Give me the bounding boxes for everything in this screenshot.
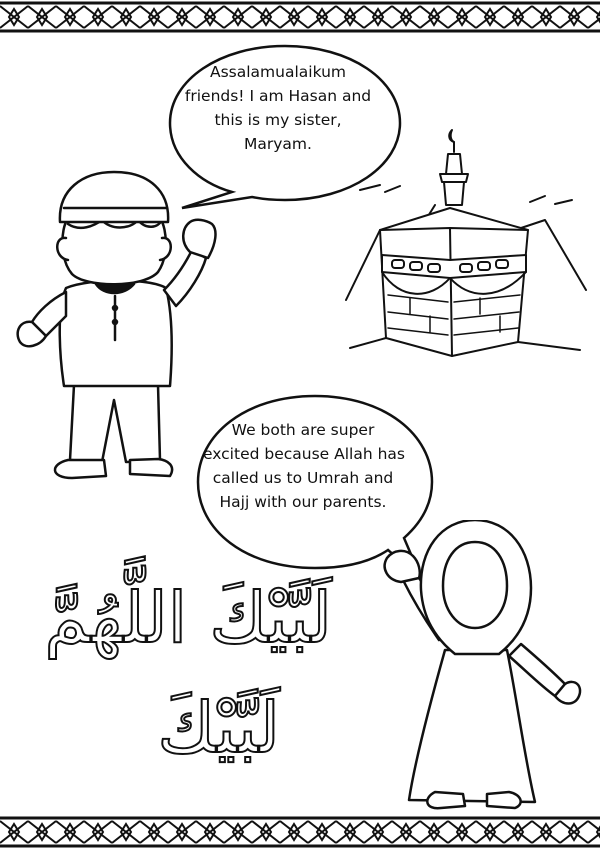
border-pattern-motif bbox=[588, 6, 600, 28]
bottom-decorative-border bbox=[0, 815, 600, 849]
speech-text-maryam bbox=[203, 418, 403, 514]
arabic-calligraphy bbox=[20, 568, 340, 808]
hasan-boy-illustration bbox=[10, 160, 230, 485]
speech-maryam-line-4: Hajj with our parents. bbox=[219, 493, 387, 511]
arabic-line-2: لَبَّيْكَ bbox=[157, 687, 280, 769]
speech-hasan-line-2: friends! I am Hasan and bbox=[184, 87, 372, 105]
speech-maryam-line-2: excited because Allah has bbox=[203, 445, 405, 463]
arabic-line-1: لَبَّيْكَ اللَّهُمَّ bbox=[44, 577, 332, 659]
speech-hasan-line-4: Maryam. bbox=[244, 135, 312, 153]
border-pattern-motif bbox=[588, 821, 600, 843]
top-decorative-border bbox=[0, 0, 600, 34]
speech-maryam-line-3: called us to Umrah and bbox=[212, 469, 394, 487]
speech-maryam-line-1: We both are super bbox=[231, 421, 375, 439]
kaaba-illustration bbox=[340, 120, 590, 365]
speech-hasan-line-3: this is my sister, bbox=[214, 111, 342, 129]
maryam-girl-illustration bbox=[375, 520, 590, 810]
speech-hasan-line-1: Assalamualaikum bbox=[209, 63, 346, 81]
